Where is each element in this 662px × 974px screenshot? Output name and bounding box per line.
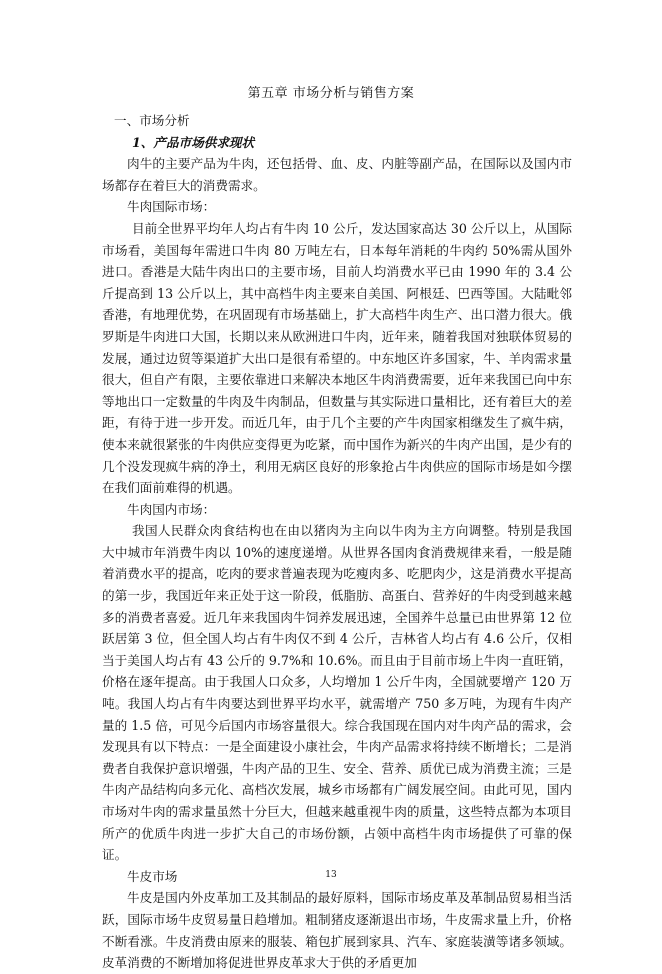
subsection-heading: 1、产品市场供求现状 (132, 134, 255, 150)
international-market-paragraph: 目前全世界平均年人均占有牛肉 10 公斤，发达国家高达 30 公斤以上，从国际市场看，美国每年需进口牛肉 80 万吨左右，日本每年消耗的牛肉约 50%需从国外进口。香港是大陆牛肉出口的主要市场，目前人均消费水平已由 1990 年的 3.4 公斤提高到 13 公斤以上，其中高档牛肉主要来自美国、阿根廷、巴西等国。大陆毗邻香港，有地理优势，在巩固现有市场基础上，扩大高档牛肉生产、出口潜力很大。俄罗斯是牛肉进口大国，长期以来从欧洲进口牛肉，近年来，随着我国对独联体贸易的发展，通过边贸等渠道扩大出口是很有希望的。中东地区许多国家，牛、羊肉需求量很大，但自产有限，主要依靠进口来解决本地区牛肉消费需要，近年来我国已向中东等地出口一定数量的牛肉及牛肉制品，但数量与其实际进口量相比，还有着巨大的差距，有待于进一步开发。而近几年，由于几个主要的产牛肉国家相继发生了疯牛病，使本来就很紧张的牛肉供应变得更为吃紧，而中国作为新兴的牛肉产出国，是少有的几个没发现疯牛病的净土，利用无病区良好的形象抢占牛肉供应的国际市场是如今摆在我们面前难得的机遇。 (102, 220, 572, 496)
section-heading: 一、市场分析 (114, 113, 190, 128)
domestic-market-label: 牛肉国内市场： (127, 501, 216, 517)
intro-paragraph: 肉牛的主要产品为牛肉，还包括骨、血、皮、内脏等副产品，在国际以及国内市场都存在着巨大的消费需求。 (102, 156, 572, 193)
leather-market-label: 牛皮市场 (127, 868, 178, 884)
leather-market-paragraph: 牛皮是国内外皮革加工及其制品的最好原料，国际市场皮革及革制品贸易相当活跃，国际市场牛皮贸易量日趋增加。粗制猪皮逐渐退出市场，牛皮需求量上升，价格不断看涨。牛皮消费由原来的服装、箱包扩展到家具、汽车、家庭装潢等诸多领域。皮革消费的不断增加将促进世界皮革求大于供的矛盾更加 (102, 890, 572, 971)
international-market-label: 牛肉国际市场： (127, 199, 216, 215)
chapter-title: 第五章 市场分析与销售方案 (247, 86, 415, 101)
domestic-market-paragraph: 我国人民群众肉食结构也在由以猪肉为主向以牛肉为主方向调整。特别是我国大中城市年消费牛肉以 10%的速度递增。从世界各国肉食消费规律来看，一般是随着消费水平的提高，吃肉的要求普遍表现为吃瘦肉多、吃肥肉少，这是消费水平提高的第一步，我国近年来正处于这一阶段，低脂肪、高蛋白、营养好的牛肉受到越来越多的消费者喜爱。近几年来我国肉牛饲养发展迅速，全国养牛总量已由世界第 12 位跃居第 3 位，但全国人均占有牛肉仅不到 4 公斤，吉林省人均占有 4.6 公斤，仅相当于美国人均占有 43 公斤的 9.7%和 10.6%。而且由于目前市场上牛肉一直旺销，价格在逐年提高。由于我国人口众多，人均增加 1 公斤牛肉，全国就要增产 120 万吨。我国人均占有牛肉要达到世界平均水平，就需增产 750 多万吨，为现有牛肉产量的 1.5 倍，可见今后国内市场容量很大。综合我国现在国内对牛肉产品的需求，会发现具有以下特点：一是全面建设小康社会，牛肉产品需求将持续不断增长；二是消费者自我保护意识增强，牛肉产品的卫生、安全、营养、质优已成为消费主流；三是牛肉产品结构向多元化、高档次发展，城乡市场都有广阔发展空间。由此可见，国内市场对牛肉的需求量虽然十分巨大，但越来越重视牛肉的质量，这些特点都为本项目所产的优质牛肉进一步扩大自己的市场份额，占领中高档牛肉市场提供了可靠的保证。 (102, 523, 572, 863)
body-text (102, 110, 572, 974)
page-number: 13 (325, 870, 337, 880)
